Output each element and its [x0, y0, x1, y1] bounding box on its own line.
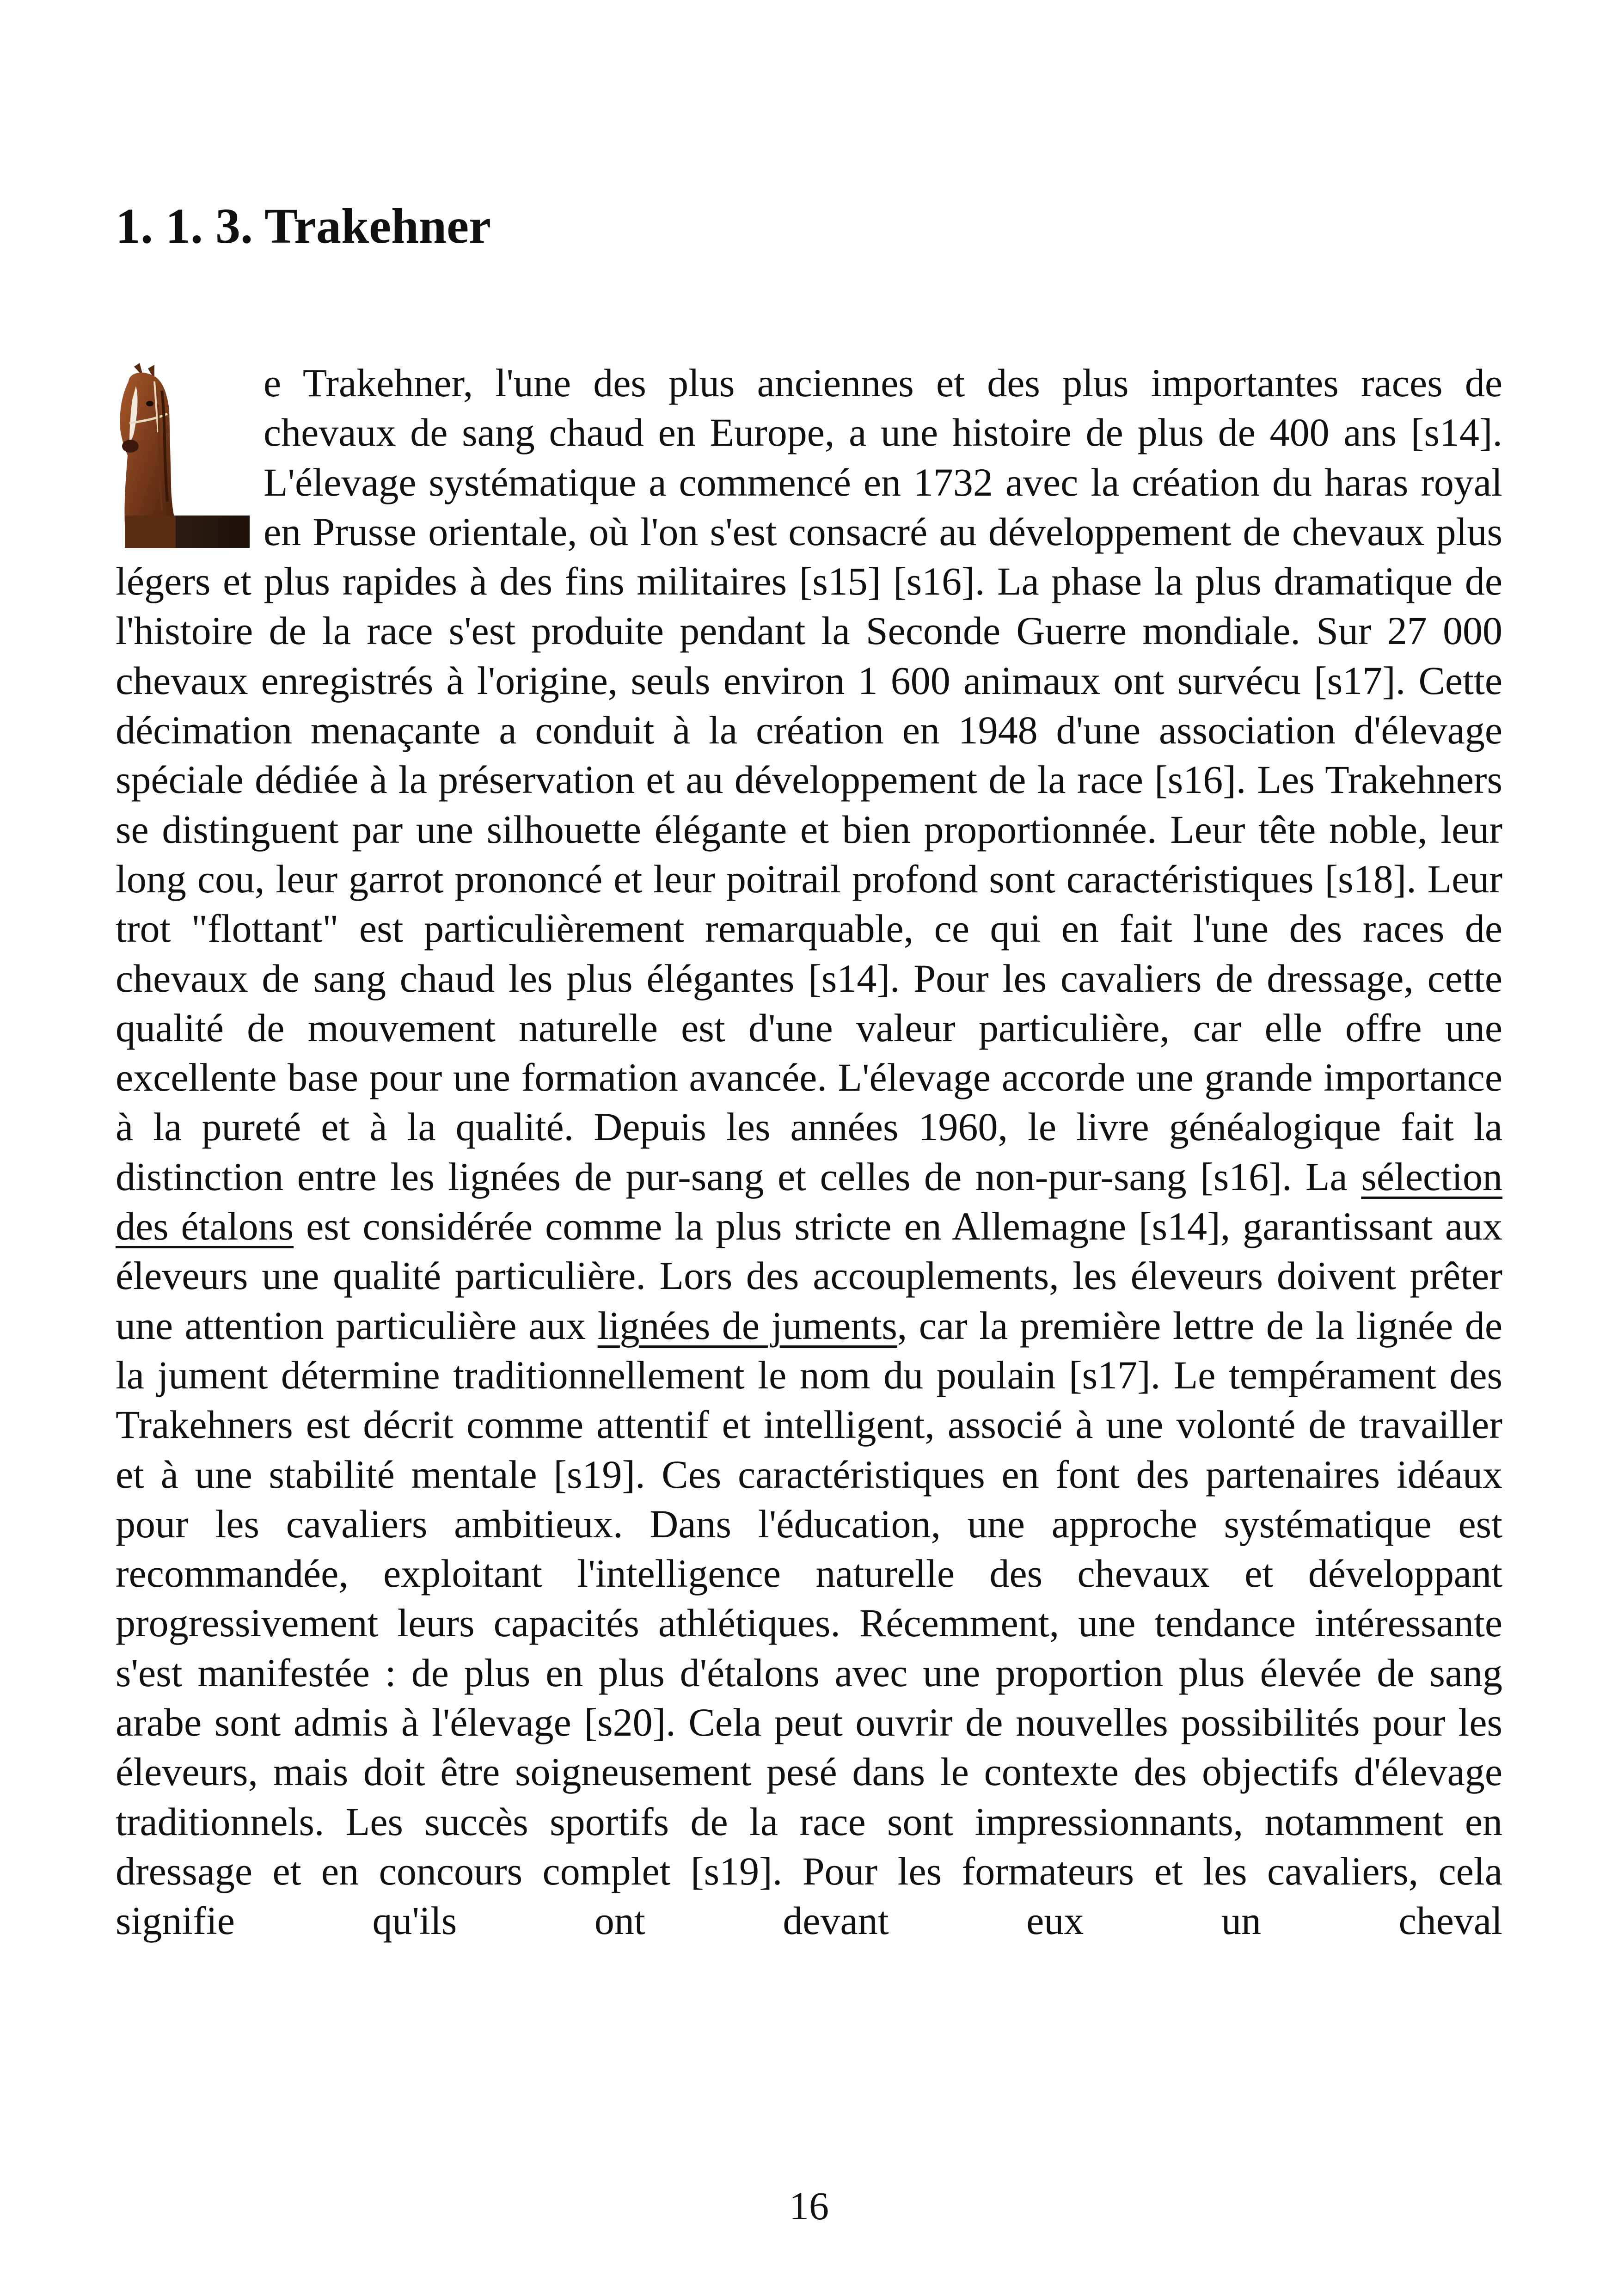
body-text-part-1: e Trakehner, l'une des plus anciennes et des plus importantes races de chevaux de sang chaud en Europe, a une histoire de plus de 400 ans [s14]. L'élevage systématique a commencé en 1732 avec la création du haras royal en Prusse orientale, où l'on s'est consacré au développement de chevaux plus légers et plus rapides à des fins militaires [s15] [s16]. La phase la plus dramatique de l'histoire de la race s'est produite pendant la Seconde Guerre mondiale. Sur 27 000 chevaux enregistrés à l'origine, seuls environ 1 600 animaux ont survécu [s17]. Cette décimation menaçante a conduit à la création en 1948 d'une association d'élevage spéciale dédiée à la préservation et au développement de la race [s16]. Les Trakehners se distinguent par une silhouette élégante et bien proportionnée. Leur tête noble, leur long cou, leur garrot prononcé et leur poitrail profond sont caractéristiques [s18]. Leur trot "flottant" est particulièrement remarquable, ce qui en fait l'une des races de chevaux de sang chaud les plus élégantes [s14]. Pour les cavaliers de dressage, cette qualité de mouvement naturelle est d'une valeur particulière, car elle offre une excellente base pour une formation avancée. L'élevage accorde une grande importance à la pureté et à la qualité. Depuis les années 1960, le livre généalogique fait la distinction entre les lignées de pur-sang et celles de non-pur-sang [s16]. La: [116, 361, 1502, 1199]
horse-head-letter-l-icon: [116, 363, 250, 553]
link-selection-etalons[interactable]: sélection des étalons: [116, 1154, 1502, 1249]
body-text-part-3: , car la première lettre de la lignée de la jument détermine traditionnellement le nom du poulain [s17]. Le tempérament des Trakehners est décrit comme attentif et intelligent, associé à une volonté de travailler et à une stabilité mentale [s19]. Ces caractéristiques en font des partenaires idéaux pour les cavaliers ambitieux. Dans l'éducation, une approche systématique est recommandée, exploitant l'intelligence naturelle des chevaux et développant progressivement leurs capacités athlétiques. Récemment, une tendance intéressante s'est manifestée : de plus en plus d'étalons avec une proportion plus élevée de sang arabe sont admis à l'élevage [s20]. Cela peut ouvrir de nouvelles possibilités pour les éleveurs, mais doit être soigneusement pesé dans le contexte des objectifs d'élevage traditionnels. Les succès sportifs de la race sont impressionnants, notamment en dressage et en concours complet [s19]. Pour les formateurs et les cavaliers, cela signifie qu'ils ont devant eux un cheval: [116, 1303, 1502, 1943]
section-heading: 1. 1. 3. Trakehner: [116, 199, 491, 254]
page-number: 16: [789, 2184, 829, 2228]
body-text-part-2: est considérée comme la plus stricte en Allemagne [s14], garantissant aux éleveurs une qualité particulière. Lors des accouplements, les éleveurs doivent prêter une attention particulière aux: [116, 1204, 1503, 1348]
body-paragraph: [116, 358, 1502, 1946]
link-lignees-juments[interactable]: lignées de juments: [597, 1303, 897, 1348]
